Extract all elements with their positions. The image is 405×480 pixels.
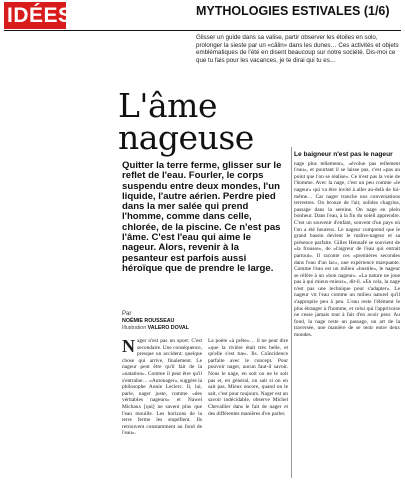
author-name: NOÉMIE ROUSSEAU xyxy=(122,318,175,324)
section-logo: IDÉES/ xyxy=(4,2,66,29)
article-title xyxy=(118,86,254,157)
series-rubric: MYTHOLOGIES ESTIVALES (1/6) xyxy=(196,4,390,18)
byline xyxy=(122,311,242,332)
article-lede: Quitter la terre ferme, glisser sur le reflet de l'eau. Fourler, le corps suspendu entre deux mondes, l'un liquide, l'autre aérien. Perdre pied dans la mer salée qui prend l'homme, comme dans celle, chlorée, de la piscine. Ce n'est pas l'âme. C'est l'eau qui aime le nageur. Alors, revenir à la pesanteur est parfois aussi héroïque que de prendre le large. xyxy=(122,160,282,274)
header-rule xyxy=(4,30,401,31)
body-column-3-text: nage plus tellement», «évolue pas tellement l'eau», et pourtant il se laisse pas, c'est «pas au point que l'on se réalise». Ce n'est pas la voie de l'homme. Avec la nage, c'est un peu comme «le nageur» qui va être invité à aller au-delà de lui-même… Car nager tranche nos conversations terrestres. On bronze de l'air, solides chagrins, passage dans la sereine. On nage en plein bonheur. Dans l'eau, à la fin du soleil apprendre. C'est un souvenir d'enfant, souvent d'un pays où l'on a été heureux. Le nageur comprend que le grand bassin devient le maître-nageur et sa présence parfaite. Gilles Hennafé se souvient de «la frousse», de «l'aigreur de l'eau qui entrait partout». Il raconte ces «premières secondes dans l'eau d'un lac», une expérience marquante. Comme l'eau est un milieu «hostile», le nageur se réfère à un «bon nageur». «La nature ne joue pas à qui mieux-mieux», dit-il. «En cela, la nage n'est pas une technique pour s'adapter». Le nageur vit l'eau comme un milieu naturel qu'il s'approprie peu à peu. L'eau reste l'élément le plus étranger à l'homme, et celui qui l'apprivoise ne cesse jamais tout à fait d'en avoir peur. Au fond, la nage reste un passage, un art de la traversée, une manière de se tenir entre deux mondes. xyxy=(294,160,400,339)
body-column-3 xyxy=(294,147,400,478)
dropcap: N xyxy=(122,338,135,356)
body-column-1 xyxy=(122,338,202,478)
body-column-1-text: ager n'est pas un sport. C'est secondaire. Une conséquence, presque un accident: quelque chose qui arrive, finalement. Le nageur peut être qu'il fait de la «natation». Comme il peut être qu'il s'entraîne… «Autonager», suggère la philosophe Annie Leclerc. Il, lui, parle, nager juste, comme «des véritables nageurs» et Nawel Michaux [qui] ne savent plus que l'eau mouille. Les horizons de la terre ferme les stupéfient. Ils retrouvent constamment au fond de l'eau». xyxy=(122,338,202,437)
illustration-label: Illustration xyxy=(122,325,147,331)
subheading: Le baigneur n'est pas le nageur xyxy=(294,151,393,158)
byline-par: Par xyxy=(122,311,132,317)
series-intro: Glisser un guide dans sa valise, partir observer les étoiles en solo, prolonger la sieste par un «câlin» dans les dunes… Ces activités et objets emblématiques de l'été en disent beaucoup sur notre société. Dis-moi ce que tu fais pour les vacances, je te dirai qui tu es… xyxy=(196,34,399,64)
title-line-2: nageuse xyxy=(118,118,254,157)
body-column-2-text: La poète «à prête»… il ne peut dire «que la rivière était très belle, et qu'elle s'est tue». Ils. Coïncidence parfaite avec le concept. Pour pouvoir nager, aucun faut-il savoir. Nous le nage, en soit ou ne le soit pas et, en général, on sait si on en sait pas. Mieux encore, quand on le sait, c'est pour toujours. Nager est un savoir indécidable, observe Michel Chevallier dans le fait de nager et des différentes manières d'en parler. xyxy=(208,338,288,417)
body-column-2 xyxy=(208,338,288,478)
illustrator-name: VALERO DOVAL xyxy=(147,325,189,331)
title-line-1: L'âme xyxy=(118,86,217,125)
column-divider xyxy=(291,147,292,478)
